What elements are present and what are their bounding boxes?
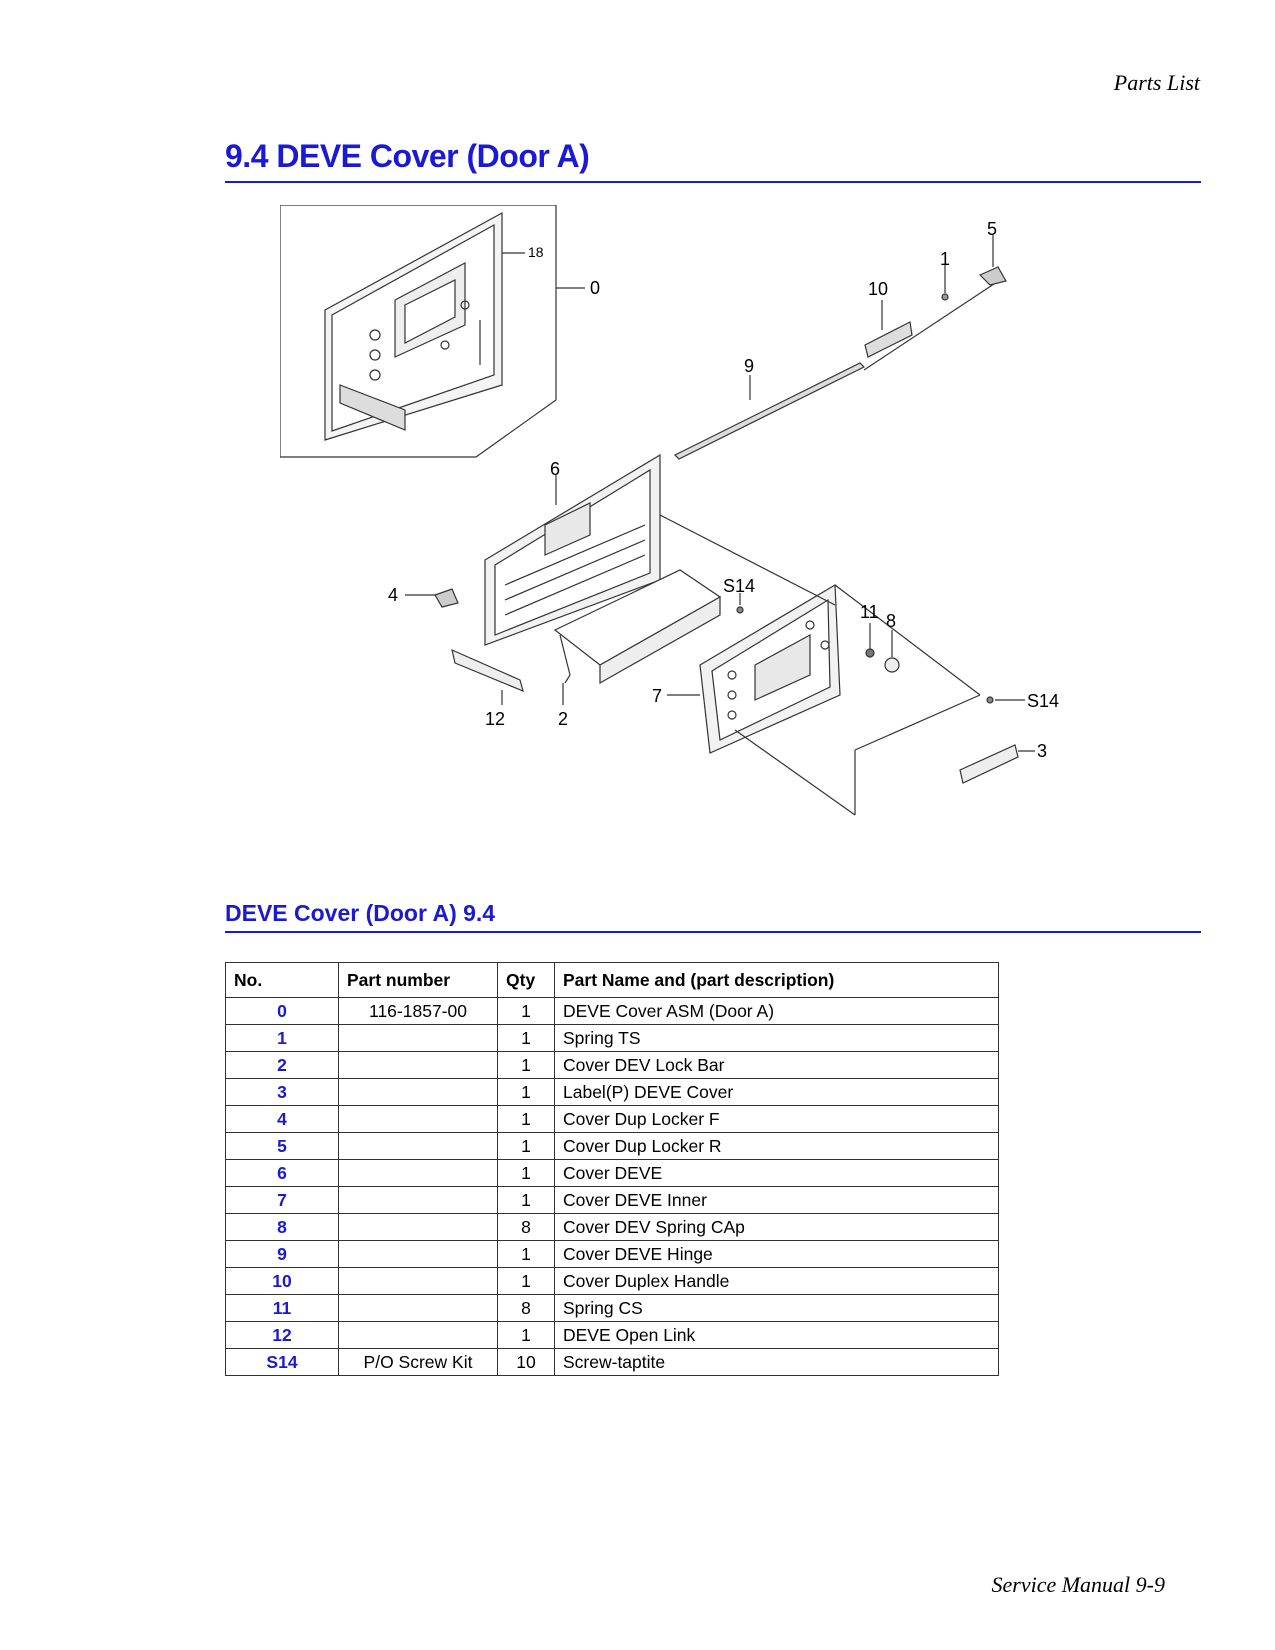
- part-name: Screw-taptite: [555, 1349, 999, 1376]
- callout-5: 5: [987, 219, 998, 239]
- part-number: [339, 1295, 498, 1322]
- label-drawing: [960, 745, 1018, 783]
- table-row: [226, 1187, 999, 1214]
- part-qty: 8: [498, 1295, 555, 1322]
- part-qty: 1: [498, 1133, 555, 1160]
- part-name: DEVE Open Link: [555, 1322, 999, 1349]
- callout-11: 11: [860, 602, 879, 622]
- part-no-link[interactable]: 1: [226, 1025, 339, 1052]
- part-qty: 1: [498, 1025, 555, 1052]
- part-qty: 1: [498, 1160, 555, 1187]
- part-no-link[interactable]: 3: [226, 1079, 339, 1106]
- dup-locker-r-drawing: [980, 267, 1006, 285]
- part-no-link[interactable]: S14: [226, 1349, 339, 1376]
- table-row: [226, 1106, 999, 1133]
- table-row: [226, 1160, 999, 1187]
- open-link-drawing: [452, 650, 523, 691]
- hinge-rod-drawing: [675, 363, 864, 459]
- part-number: [339, 1214, 498, 1241]
- parts-table: [225, 962, 999, 1376]
- table-row: [226, 1052, 999, 1079]
- spring-cap-drawing: [885, 658, 899, 672]
- spring-cs-drawing: [866, 649, 874, 657]
- part-number: [339, 1133, 498, 1160]
- part-number: [339, 1241, 498, 1268]
- table-row: [226, 1079, 999, 1106]
- part-number: [339, 1187, 498, 1214]
- callout-7: 7: [652, 686, 663, 706]
- screw-drawing: [737, 607, 743, 613]
- part-no-link[interactable]: 2: [226, 1052, 339, 1079]
- part-name: DEVE Cover ASM (Door A): [555, 998, 999, 1025]
- callout-8: 8: [886, 611, 897, 631]
- part-number: P/O Screw Kit: [339, 1349, 498, 1376]
- part-number: [339, 1079, 498, 1106]
- running-header: Parts List: [1113, 70, 1200, 95]
- part-qty: 1: [498, 998, 555, 1025]
- part-no-link[interactable]: 8: [226, 1214, 339, 1241]
- callout-s14-left: S14: [723, 576, 756, 596]
- part-qty: 1: [498, 1187, 555, 1214]
- part-qty: 10: [498, 1349, 555, 1376]
- part-name: Cover DEV Spring CAp: [555, 1214, 999, 1241]
- part-no-link[interactable]: 11: [226, 1295, 339, 1322]
- callout-6: 6: [550, 459, 561, 479]
- assembled-door-drawing: [325, 213, 525, 440]
- spring-ts-drawing: [942, 294, 948, 300]
- part-qty: 1: [498, 1322, 555, 1349]
- column-header-part-number: Part number: [339, 963, 498, 998]
- table-row: [226, 998, 999, 1025]
- callout-10: 10: [868, 279, 889, 299]
- part-no-link[interactable]: 0: [226, 998, 339, 1025]
- callout-12: 12: [485, 709, 506, 729]
- table-row: [226, 1214, 999, 1241]
- callout-18: 18: [528, 244, 544, 260]
- column-header-qty: Qty: [498, 963, 555, 998]
- callout-4: 4: [388, 585, 399, 605]
- callout-1: 1: [940, 249, 951, 269]
- callout-3: 3: [1037, 741, 1048, 761]
- callout-9: 9: [744, 356, 755, 376]
- part-no-link[interactable]: 7: [226, 1187, 339, 1214]
- part-number: 116-1857-00: [339, 998, 498, 1025]
- callout-0: 0: [590, 278, 601, 298]
- part-qty: 1: [498, 1079, 555, 1106]
- part-qty: 1: [498, 1106, 555, 1133]
- part-no-link[interactable]: 9: [226, 1241, 339, 1268]
- part-name: Cover DEVE Hinge: [555, 1241, 999, 1268]
- part-no-link[interactable]: 10: [226, 1268, 339, 1295]
- part-qty: 8: [498, 1214, 555, 1241]
- table-row: [226, 1322, 999, 1349]
- duplex-handle-drawing: [865, 322, 912, 357]
- cover-deve-inner-drawing: [700, 585, 980, 815]
- table-row: [226, 1025, 999, 1052]
- parts-list-title: DEVE Cover (Door A) 9.4: [225, 900, 1201, 933]
- column-header-part-name: Part Name and (part description): [555, 963, 999, 998]
- table-row: [226, 1268, 999, 1295]
- part-number: [339, 1025, 498, 1052]
- exploded-parts-diagram: [280, 205, 1100, 865]
- callout-2: 2: [558, 709, 569, 729]
- part-number: [339, 1052, 498, 1079]
- table-row: [226, 1349, 999, 1376]
- part-no-link[interactable]: 6: [226, 1160, 339, 1187]
- table-row: [226, 1295, 999, 1322]
- callout-s14-right: S14: [1027, 691, 1060, 711]
- part-name: Cover DEV Lock Bar: [555, 1052, 999, 1079]
- part-name: Cover DEVE Inner: [555, 1187, 999, 1214]
- part-name: Label(P) DEVE Cover: [555, 1079, 999, 1106]
- part-name: Cover Dup Locker F: [555, 1106, 999, 1133]
- part-no-link[interactable]: 12: [226, 1322, 339, 1349]
- part-no-link[interactable]: 4: [226, 1106, 339, 1133]
- part-number: [339, 1160, 498, 1187]
- part-qty: 1: [498, 1268, 555, 1295]
- part-number: [339, 1106, 498, 1133]
- page-title: 9.4 DEVE Cover (Door A): [225, 138, 1201, 183]
- part-number: [339, 1268, 498, 1295]
- part-name: Cover Duplex Handle: [555, 1268, 999, 1295]
- page-footer: Service Manual 9-9: [991, 1572, 1165, 1597]
- part-name: Cover Dup Locker R: [555, 1133, 999, 1160]
- table-row: [226, 1241, 999, 1268]
- part-name: Cover DEVE: [555, 1160, 999, 1187]
- part-name: Spring CS: [555, 1295, 999, 1322]
- screw-right-drawing: [987, 697, 993, 703]
- part-qty: 1: [498, 1052, 555, 1079]
- part-number: [339, 1322, 498, 1349]
- part-qty: 1: [498, 1241, 555, 1268]
- table-row: [226, 1133, 999, 1160]
- part-name: Spring TS: [555, 1025, 999, 1052]
- dup-locker-f-drawing: [435, 589, 458, 607]
- table-header-row: [226, 963, 999, 998]
- part-no-link[interactable]: 5: [226, 1133, 339, 1160]
- column-header-no: No.: [226, 963, 339, 998]
